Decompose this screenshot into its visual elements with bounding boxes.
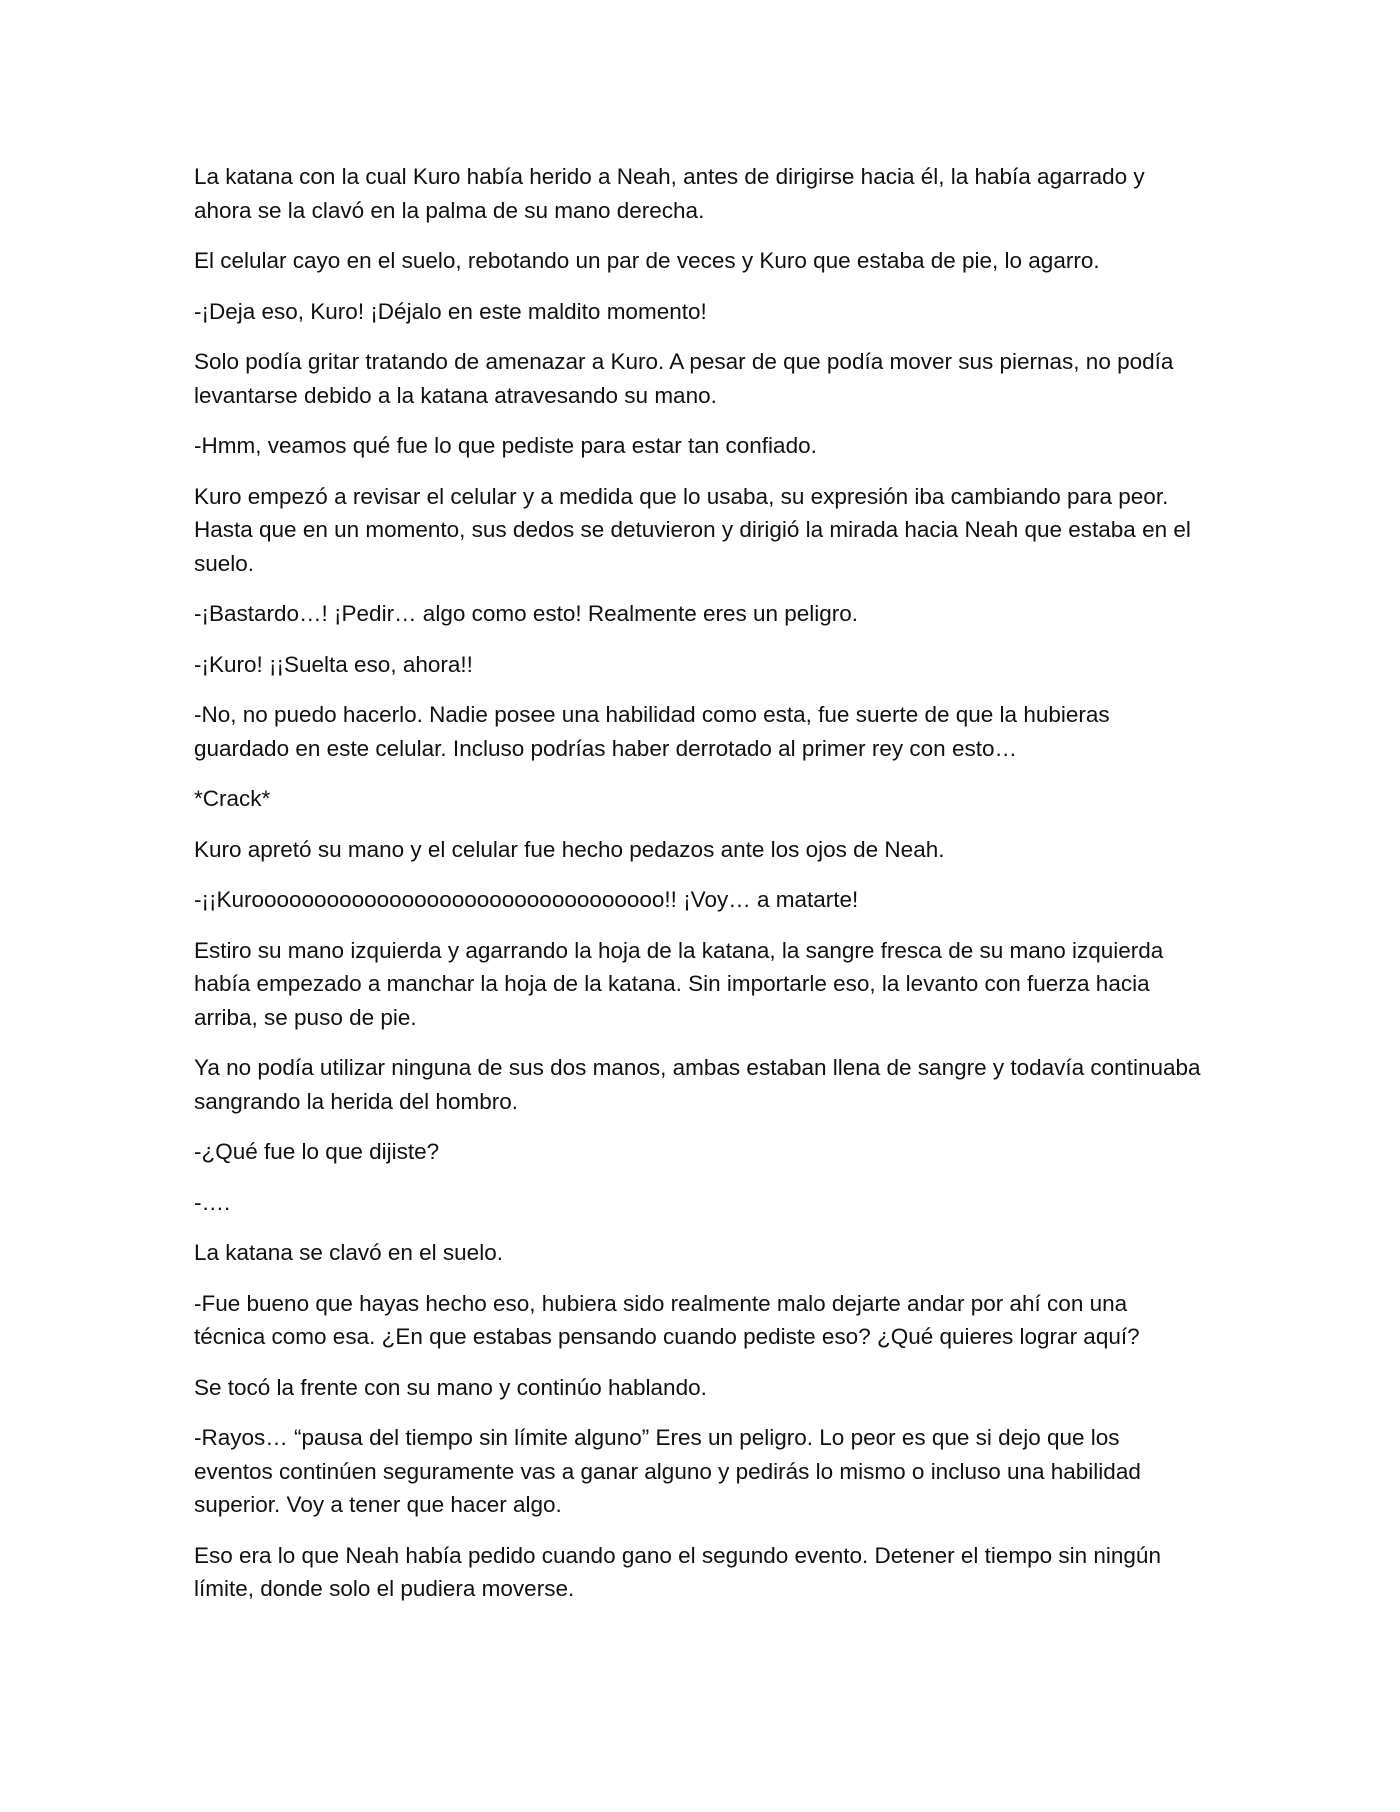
paragraph-16: -…. bbox=[194, 1189, 231, 1215]
paragraph-20: -Rayos… “pausa del tiempo sin límite alguno” Eres un peligro. Lo peor es que si dejo que los eventos continúen seguramente vas a ganar alguno y pedirás lo mismo o incluso una habilidad superior. Voy a tener que hacer algo. bbox=[194, 1425, 1141, 1517]
paragraph-12: -¡¡Kurooooooooooooooooooooooooooooooooo!! ¡Voy… a matarte! bbox=[194, 887, 859, 912]
paragraph-9: -No, no puedo hacerlo. Nadie posee una habilidad como esta, fue suerte de que la hubieras guardado en este celular. Incluso podrías haber derrotado al primer rey con esto… bbox=[194, 702, 1110, 761]
paragraph-15: -¿Qué fue lo que dijiste? bbox=[194, 1139, 440, 1164]
paragraph-13: Estiro su mano izquierda y agarrando la hoja de la katana, la sangre fresca de su mano izquierda había empezado a manchar la hoja de la katana. Sin importarle eso, la levanto con fuerza hacia arriba, se puso de pie. bbox=[194, 937, 1164, 1030]
paragraph-14: Ya no podía utilizar ninguna de sus dos manos, ambas estaban llena de sangre y todavía continuaba sangrando la herida del hombro. bbox=[194, 1055, 1201, 1114]
paragraph-2: El celular cayo en el suelo, rebotando un par de veces y Kuro que estaba de pie, lo agarro. bbox=[194, 248, 1100, 273]
paragraph-6: Kuro empezó a revisar el celular y a medida que lo usaba, su expresión iba cambiando para peor. Hasta que en un momento, sus dedos se detuvieron y dirigió la mirada hacia Neah que estaba en el suelo. bbox=[194, 483, 1191, 576]
paragraph-11: Kuro apretó su mano y el celular fue hecho pedazos ante los ojos de Neah. bbox=[194, 836, 945, 862]
paragraph-7: -¡Bastardo…! ¡Pedir… algo como esto! Realmente eres un peligro. bbox=[194, 601, 859, 626]
paragraph-1: La katana con la cual Kuro había herido a Neah, antes de dirigirse hacia él, la había agarrado y ahora se la clavó en la palma de su mano derecha. bbox=[194, 164, 1145, 223]
paragraph-17: La katana se clavó en el suelo. bbox=[194, 1240, 503, 1265]
paragraph-21: Eso era lo que Neah había pedido cuando gano el segundo evento. Detener el tiempo sin ningún límite, donde solo el pudiera moverse. bbox=[194, 1542, 1161, 1601]
document-page bbox=[194, 160, 1204, 1623]
paragraph-10: *Crack* bbox=[194, 786, 271, 811]
paragraph-4: Solo podía gritar tratando de amenazar a Kuro. A pesar de que podía mover sus piernas, no podía levantarse debido a la katana atravesando su mano. bbox=[194, 349, 1174, 408]
paragraph-18: -Fue bueno que hayas hecho eso, hubiera sido realmente malo dejarte andar por ahí con una técnica como esa. ¿En que estabas pensando cuando pediste eso? ¿Qué quieres lograr aquí? bbox=[194, 1290, 1140, 1349]
paragraph-8: -¡Kuro! ¡¡Suelta eso, ahora!! bbox=[194, 651, 473, 677]
paragraph-5: -Hmm, veamos qué fue lo que pediste para estar tan confiado. bbox=[194, 433, 817, 458]
paragraph-19: Se tocó la frente con su mano y continúo hablando. bbox=[194, 1374, 707, 1400]
paragraph-3: -¡Deja eso, Kuro! ¡Déjalo en este maldito momento! bbox=[194, 298, 707, 324]
